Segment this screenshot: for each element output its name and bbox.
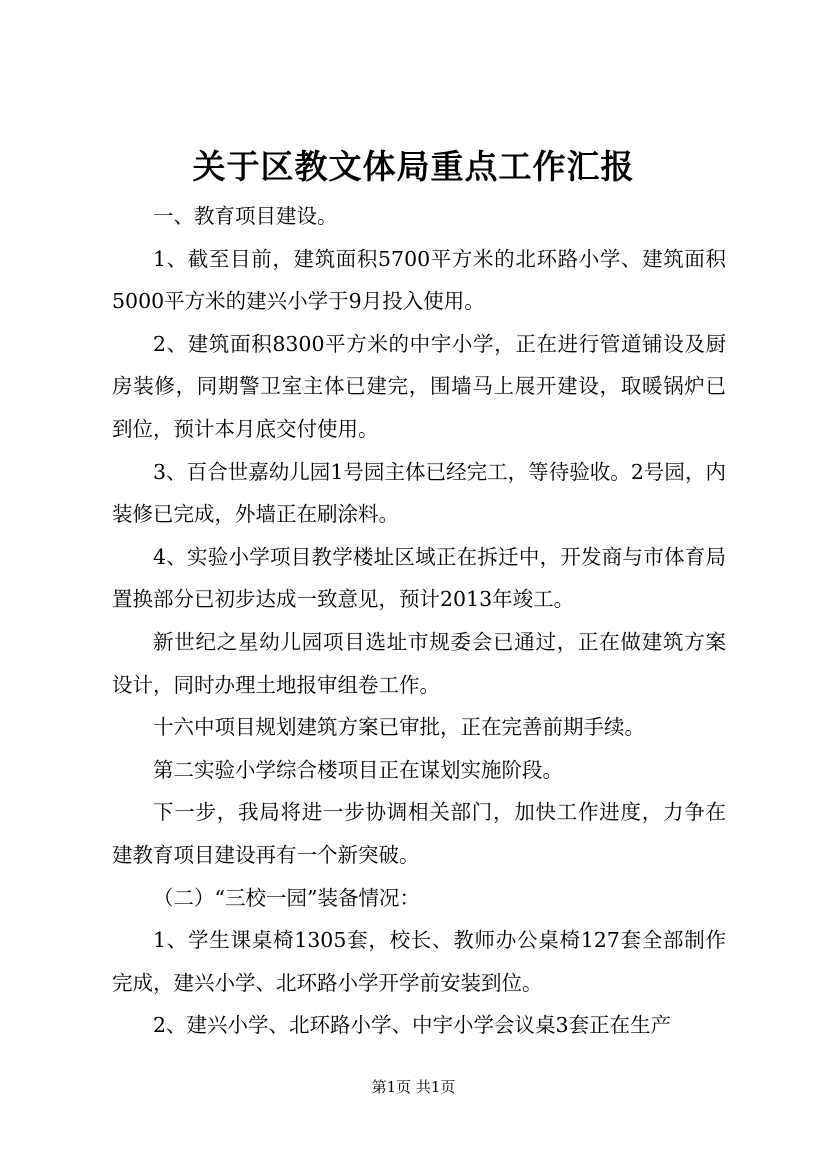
paragraph-item-1: 1、截至目前，建筑面积5700平方米的北环路小学、建筑面积5000平方米的建兴小学于9月投入使用。 [112,246,726,314]
paragraph-second-experimental-school: 第二实验小学综合楼项目正在谋划实施阶段。 [153,757,563,782]
paragraph-equipment-item-2: 2、建兴小学、北环路小学、中宇小学会议桌3套正在生产 [153,1013,672,1038]
page-footer: 第1页 共1页 [371,1078,456,1096]
paragraph-next-steps: 下一步，我局将进一步协调相关部门，加快工作进度，力争在建教育项目建设再有一个新突破。 [112,800,726,867]
paragraph-no16-middle-school: 十六中项目规划建筑方案已审批，正在完善前期手续。 [153,715,645,740]
paragraph-item-4: 4、实验小学项目教学楼址区域正在拆迁中，开发商与市体育局置换部分已初步达成一致意见，预计2013年竣工。 [112,544,726,612]
paragraph-item-3: 3、百合世嘉幼儿园1号园主体已经完工，等待验收。2号园，内装修已完成，外墙正在刷涂料。 [112,459,726,527]
section-heading-education-projects: 一、教育项目建设。 [153,204,338,228]
paragraph-new-century-kindergarten: 新世纪之星幼儿园项目选址市规委会已通过，正在做建筑方案设计，同时办理土地报审组卷工作。 [112,629,726,697]
paragraph-equipment-item-1: 1、学生课桌椅1305套，校长、教师办公桌椅127套全部制作完成，建兴小学、北环路小学开学前安装到位。 [112,928,726,995]
paragraph-item-2: 2、建筑面积8300平方米的中宇小学，正在进行管道铺设及厨房装修，同期警卫室主体已建完，围墙马上展开建设，取暖锅炉已到位，预计本月底交付使用。 [112,331,726,441]
section-heading-equipment: （二）“三校一园”装备情况： [153,885,420,910]
document-body [112,195,726,1047]
document-title: 关于区教文体局重点工作汇报 [192,147,635,186]
